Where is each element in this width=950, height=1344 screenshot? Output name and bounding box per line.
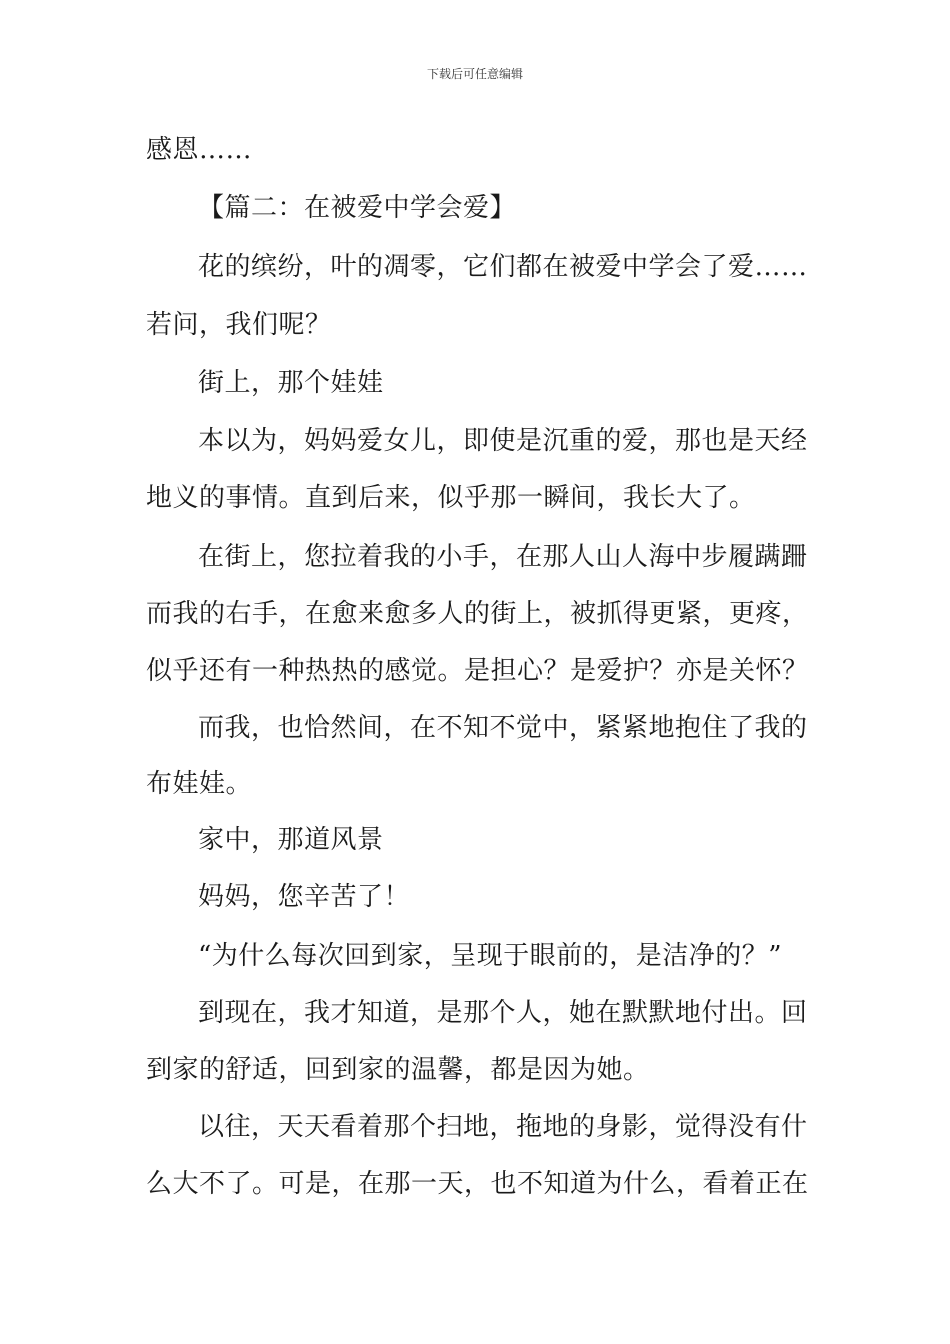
section-heading: 【篇二：在被爱中学会爱】 xyxy=(198,193,517,223)
paragraph-line: 妈妈，您辛苦了！ xyxy=(198,882,411,912)
text-line: 似乎还有一种热热的感觉。是担心？是爱护？亦是关怀？ xyxy=(146,656,809,686)
text-line: 到家的舒适，回到家的温馨，都是因为她。 xyxy=(146,1055,650,1085)
page-header: 下载后可任意编辑 xyxy=(426,67,523,81)
paragraph-line: 花的缤纷，叶的凋零，它们都在被爱中学会了爱…… xyxy=(198,252,808,282)
text-line: 么大不了。可是，在那一天，也不知道为什么，看着正在 xyxy=(146,1169,809,1199)
quote-line: “为什么每次回到家，呈现于眼前的，是洁净的？” xyxy=(198,941,783,971)
text-line: 而我的右手，在愈来愈多人的街上，被抓得更紧，更疼， xyxy=(146,599,809,629)
paragraph-line: 而我，也恰然间，在不知不觉中，紧紧地抱住了我的 xyxy=(198,713,808,743)
text-line: 布娃娃。 xyxy=(146,769,253,799)
paragraph-line: 以往，天天看着那个扫地，拖地的身影，觉得没有什 xyxy=(198,1112,808,1142)
text-line: 若问，我们呢？ xyxy=(146,310,332,340)
subheading-line: 街上，那个娃娃 xyxy=(198,368,384,398)
text-line: 地义的事情。直到后来，似乎那一瞬间，我长大了。 xyxy=(146,483,756,513)
text-line: 感恩…… xyxy=(146,135,253,165)
paragraph-line: 到现在，我才知道，是那个人，她在默默地付出。回 xyxy=(198,998,808,1028)
subheading-line: 家中，那道风景 xyxy=(198,825,384,855)
paragraph-line: 在街上，您拉着我的小手，在那人山人海中步履蹒跚 xyxy=(198,542,808,572)
paragraph-line: 本以为，妈妈爱女儿，即使是沉重的爱，那也是天经 xyxy=(198,426,808,456)
